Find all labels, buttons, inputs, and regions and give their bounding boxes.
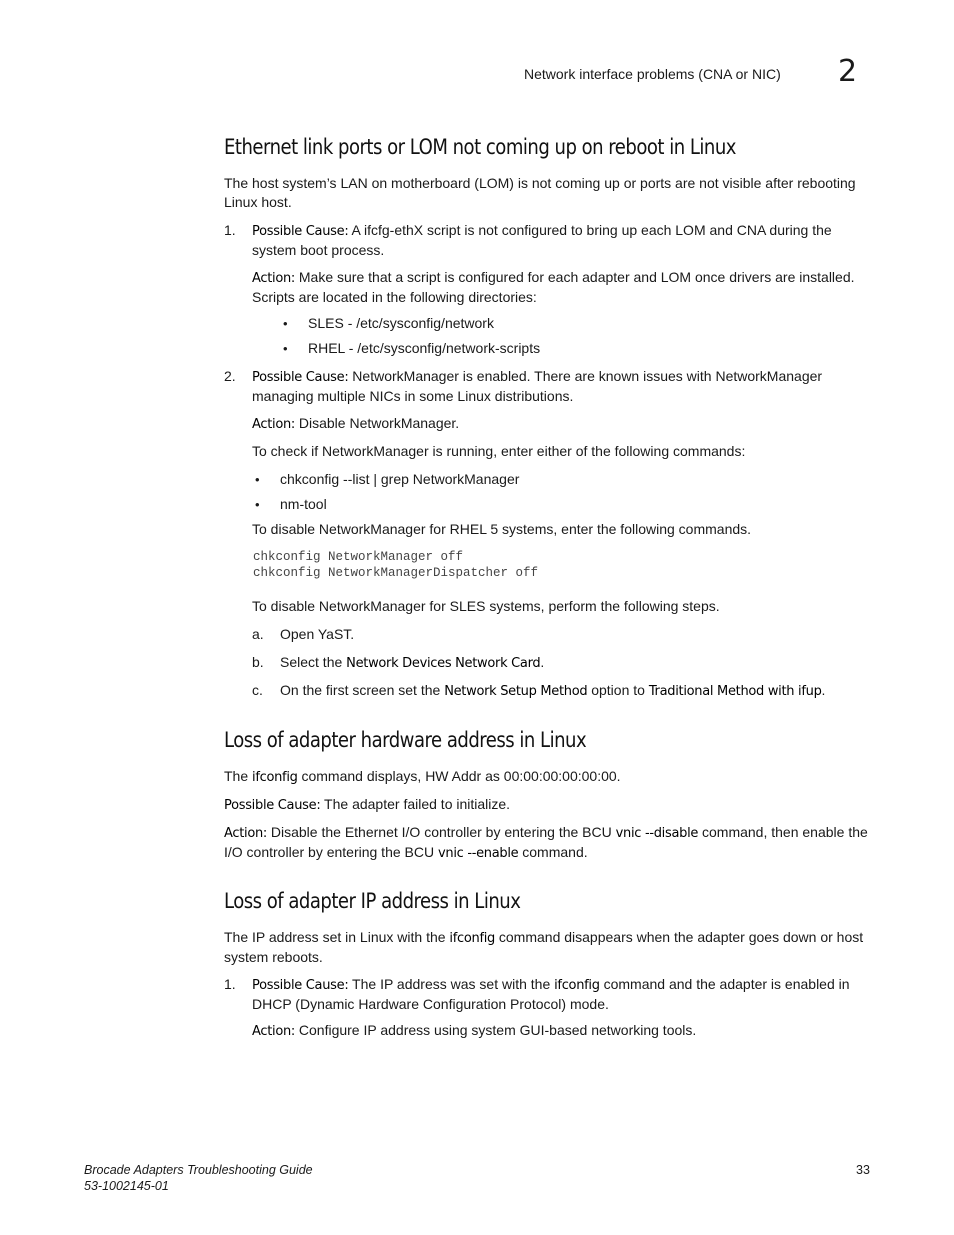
text-part: command, then enable the I/O controller by entering the BCU bbox=[224, 824, 868, 860]
action-text: Disable NetworkManager. bbox=[295, 415, 460, 431]
action-text: Make sure that a script is configured for each adapter and LOM once drivers are installed. Scripts are located in the following directories: bbox=[252, 269, 855, 305]
possible-cause-text: A ifcfg-ethX script is not configured to bring up each LOM and CNA during the system boot process. bbox=[252, 222, 832, 258]
action-paragraph bbox=[252, 1021, 869, 1041]
footer-doc-number: 53-1002145-01 bbox=[84, 1179, 169, 1193]
list-number: 1. bbox=[224, 976, 236, 992]
possible-cause-paragraph bbox=[252, 221, 869, 260]
text-part: The IP address was set with the bbox=[348, 976, 555, 992]
page-number: 33 bbox=[856, 1163, 870, 1177]
step-label: a. bbox=[252, 626, 264, 642]
check-paragraph: To check if NetworkManager is running, enter either of the following commands: bbox=[252, 443, 746, 459]
step-text: Open YaST. bbox=[280, 626, 355, 642]
step-label: b. bbox=[252, 654, 264, 670]
command-name: ifconfig bbox=[252, 770, 298, 785]
action-label: Action: bbox=[224, 826, 267, 841]
step-text bbox=[280, 653, 544, 673]
list-number: 1. bbox=[224, 222, 236, 238]
possible-cause-text: The adapter failed to initialize. bbox=[320, 796, 511, 812]
bullet-icon: • bbox=[255, 497, 260, 512]
command-name: ifconfig bbox=[449, 931, 495, 946]
step-text-part: Select the bbox=[280, 654, 347, 670]
possible-cause-label: Possible Cause: bbox=[224, 798, 321, 813]
step-label: c. bbox=[252, 682, 263, 698]
text-part: command disappears when the adapter goes down or host system reboots. bbox=[224, 929, 864, 965]
code-line: chkconfig NetworkManager off bbox=[253, 550, 464, 564]
command-name: ifconfig bbox=[554, 978, 600, 993]
possible-cause-label: Possible Cause: bbox=[252, 370, 349, 385]
command-name: vnic --enable bbox=[438, 846, 519, 861]
possible-cause-paragraph bbox=[224, 795, 869, 815]
action-label: Action: bbox=[252, 1024, 295, 1039]
option-name: Network Setup Method bbox=[444, 684, 588, 699]
section-paragraph bbox=[224, 767, 869, 787]
section-title-hw-address: Loss of adapter hardware address in Linux bbox=[224, 728, 587, 752]
text-part: The IP address set in Linux with the bbox=[224, 929, 450, 945]
text-part: command. bbox=[518, 844, 588, 860]
possible-cause-label: Possible Cause: bbox=[252, 224, 349, 239]
section-title-ip-address: Loss of adapter IP address in Linux bbox=[224, 889, 521, 913]
text-part: command and the adapter is enabled in DHCP (Dynamic Hardware Configuration Protocol) mode. bbox=[252, 976, 850, 1012]
bullet-icon: • bbox=[255, 472, 260, 487]
step-text-part: On the first screen set the bbox=[280, 682, 445, 698]
action-label: Action: bbox=[252, 417, 295, 432]
bullet-icon: • bbox=[283, 341, 288, 356]
text-part: command displays, HW Addr as 00:00:00:00:00:00. bbox=[297, 768, 621, 784]
action-paragraph bbox=[224, 823, 869, 863]
list-item: chkconfig --list | grep NetworkManager bbox=[280, 471, 520, 487]
action-paragraph bbox=[252, 414, 869, 434]
running-header: Network interface problems (CNA or NIC) bbox=[524, 66, 781, 82]
option-value: Traditional Method with ifup bbox=[648, 684, 822, 699]
possible-cause-text: NetworkManager is enabled. There are known issues with NetworkManager managing multiple NICs in some Linux distributions. bbox=[252, 368, 823, 404]
action-text: Configure IP address using system GUI-based networking tools. bbox=[295, 1022, 697, 1038]
step-text bbox=[280, 681, 825, 701]
possible-cause-paragraph bbox=[252, 367, 869, 406]
section-title-ethernet-lom: Ethernet link ports or LOM not coming up on reboot in Linux bbox=[224, 135, 736, 159]
command-name: vnic --disable bbox=[615, 826, 699, 841]
list-item: RHEL - /etc/sysconfig/network-scripts bbox=[308, 340, 541, 356]
code-line: chkconfig NetworkManagerDispatcher off bbox=[253, 566, 539, 580]
list-item: SLES - /etc/sysconfig/network bbox=[308, 315, 494, 331]
list-item: nm-tool bbox=[280, 496, 327, 512]
possible-cause-label: Possible Cause: bbox=[252, 978, 349, 993]
section-intro: The host system’s LAN on motherboard (LOM) is not coming up or ports are not visible after rebooting Linux host. bbox=[224, 175, 856, 210]
action-label: Action: bbox=[252, 271, 295, 286]
step-text-part: . bbox=[821, 682, 826, 698]
rhel-paragraph: To disable NetworkManager for RHEL 5 systems, enter the following commands. bbox=[252, 521, 752, 537]
chapter-number: 2 bbox=[838, 54, 858, 89]
sles-paragraph: To disable NetworkManager for SLES systems, perform the following steps. bbox=[252, 598, 720, 614]
text-part: Disable the Ethernet I/O controller by entering the BCU bbox=[267, 824, 616, 840]
step-text-part: . bbox=[540, 654, 545, 670]
possible-cause-paragraph bbox=[252, 975, 869, 1014]
step-text-part: option to bbox=[587, 682, 649, 698]
section-paragraph bbox=[224, 928, 869, 967]
bullet-icon: • bbox=[283, 316, 288, 331]
action-paragraph bbox=[252, 268, 869, 307]
list-number: 2. bbox=[224, 368, 236, 384]
menu-path: Network Devices Network Card bbox=[346, 656, 541, 671]
footer-doc-title: Brocade Adapters Troubleshooting Guide bbox=[84, 1163, 313, 1177]
text-part: The bbox=[224, 768, 253, 784]
